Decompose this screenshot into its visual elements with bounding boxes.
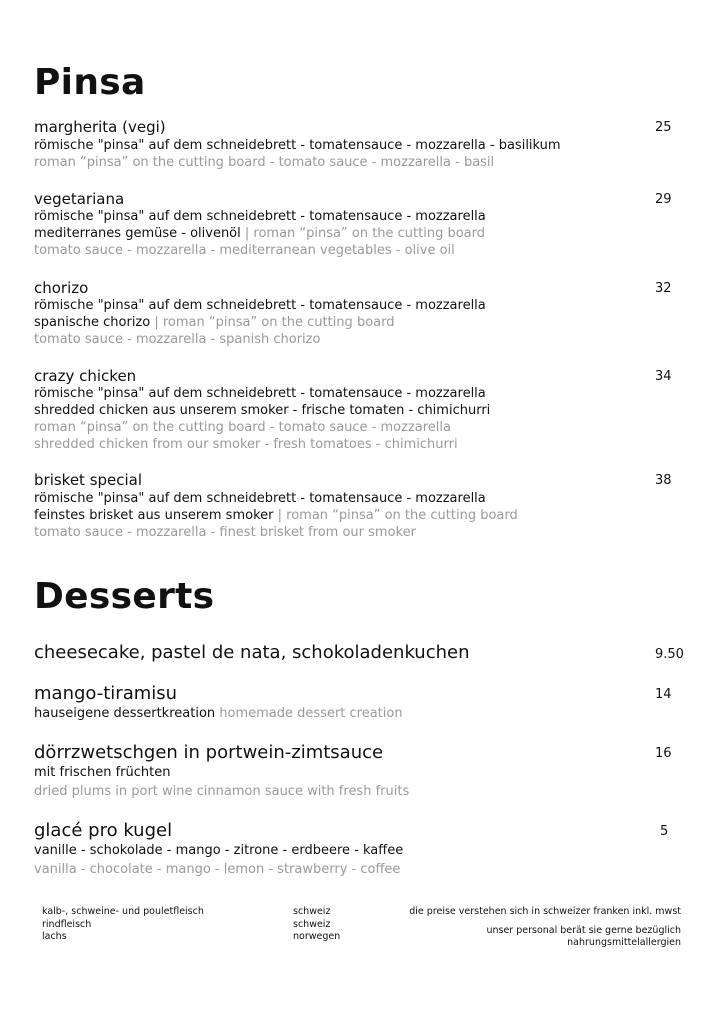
- menu-item-description-de: spanische chorizo: [34, 315, 151, 330]
- menu-item-name: cheesecake, pastel de nata, schokoladenkuchen: [34, 642, 470, 663]
- menu-item-price: 32: [655, 281, 672, 296]
- section-title-pinsa: Pinsa: [34, 62, 146, 103]
- section-title-desserts: Desserts: [34, 576, 215, 617]
- footer-notes: [409, 906, 681, 950]
- menu-item-description-line: [34, 508, 518, 523]
- footer-meat-list: [42, 906, 204, 944]
- menu-item-price: 5: [660, 824, 669, 839]
- menu-item-description-en: tomato sauce - mozzarella - spanish chorizo: [34, 332, 321, 347]
- menu-item-name: vegetariana: [34, 190, 125, 208]
- menu-item-description-de: römische "pinsa" auf dem schneidebrett - tomatensauce - mozzarella: [34, 491, 486, 506]
- menu-item-description-de: römische "pinsa" auf dem schneidebrett - tomatensauce - mozzarella - basilikum: [34, 138, 561, 153]
- separator: |: [240, 226, 254, 241]
- menu-item-price: 25: [655, 120, 672, 135]
- footer-origin: norwegen: [293, 931, 341, 942]
- menu-item-name: chorizo: [34, 279, 89, 297]
- footer-meat: rindfleisch: [42, 918, 92, 930]
- menu-item-name: dörrzwetschgen in portwein-zimtsauce: [34, 742, 384, 763]
- menu-item-name: brisket special: [34, 471, 143, 489]
- menu-item-description-en: tomato sauce - mozzarella - finest brisket from our smoker: [34, 525, 416, 540]
- footer-origin: schweiz: [293, 906, 331, 917]
- footer-meat: kalb-, schweine- und pouletfleisch: [42, 906, 204, 917]
- menu-item-description-de: römische "pinsa" auf dem schneidebrett - tomatensauce - mozzarella: [34, 209, 486, 224]
- menu-item-description-line: [34, 226, 485, 241]
- menu-item-description-en: roman “pinsa” on the cutting board: [253, 226, 486, 241]
- menu-item-description-de: mit frischen früchten: [34, 765, 171, 780]
- menu-item-description-de: römische "pinsa" auf dem schneidebrett - tomatensauce - mozzarella: [34, 386, 486, 401]
- footer-origin: schweiz: [293, 918, 331, 930]
- menu-item-description-en: vanilla - chocolate - mango - lemon - strawberry - coffee: [34, 862, 401, 877]
- menu-item-description-line: [34, 706, 403, 721]
- menu-item-name: mango-tiramisu: [34, 683, 178, 704]
- menu-item-name: margherita (vegi): [34, 118, 166, 136]
- menu-item-description-line: [34, 315, 394, 330]
- menu-item-price: 29: [655, 192, 672, 207]
- menu-item-price: 14: [655, 687, 672, 702]
- separator: |: [273, 508, 287, 523]
- footer-allergy-note: nahrungsmittelallergien: [567, 937, 681, 948]
- menu-item-description-en: tomato sauce - mozzarella - mediterranean vegetables - olive oil: [34, 243, 455, 258]
- menu-item-description-en: homemade dessert creation: [219, 706, 403, 721]
- menu-item-description-de: römische "pinsa" auf dem schneidebrett - tomatensauce - mozzarella: [34, 298, 486, 313]
- menu-item-description-de: vanille - schokolade - mango - zitrone - erdbeere - kaffee: [34, 843, 404, 858]
- menu-item-description-en: roman “pinsa” on the cutting board: [162, 315, 395, 330]
- footer-price-note: die preise verstehen sich in schweizer franken inkl. mwst: [409, 906, 681, 917]
- menu-item-price: 34: [655, 369, 672, 384]
- menu-item-name: glacé pro kugel: [34, 820, 173, 841]
- menu-item-price: 38: [655, 473, 672, 488]
- separator: |: [150, 315, 163, 330]
- menu-item-description-en: roman “pinsa” on the cutting board - tomato sauce - mozzarella - basil: [34, 155, 495, 170]
- menu-item-description-en: roman “pinsa” on the cutting board - tomato sauce - mozzarella: [34, 420, 451, 435]
- menu-item-description-de: feinstes brisket aus unserem smoker: [34, 508, 274, 523]
- menu-item-price: 9.50: [655, 647, 684, 662]
- footer-meat: lachs: [42, 931, 67, 942]
- menu-item-description-en: roman “pinsa” on the cutting board: [286, 508, 518, 523]
- menu-item-description-de: shredded chicken aus unserem smoker - frische tomaten - chimichurri: [34, 403, 491, 418]
- menu-item-description-en: shredded chicken from our smoker - fresh tomatoes - chimichurri: [34, 437, 458, 452]
- footer-origin-list: [293, 906, 340, 944]
- menu-item-description-de: mediterranes gemüse - olivenöl: [34, 226, 241, 241]
- footer-allergy-note: unser personal berät sie gerne bezüglich: [486, 924, 681, 936]
- menu-item-name: crazy chicken: [34, 367, 137, 385]
- menu-item-description-de: hauseigene dessertkreation: [34, 706, 216, 721]
- menu-item-price: 16: [655, 746, 672, 761]
- menu-item-description-en: dried plums in port wine cinnamon sauce with fresh fruits: [34, 784, 410, 799]
